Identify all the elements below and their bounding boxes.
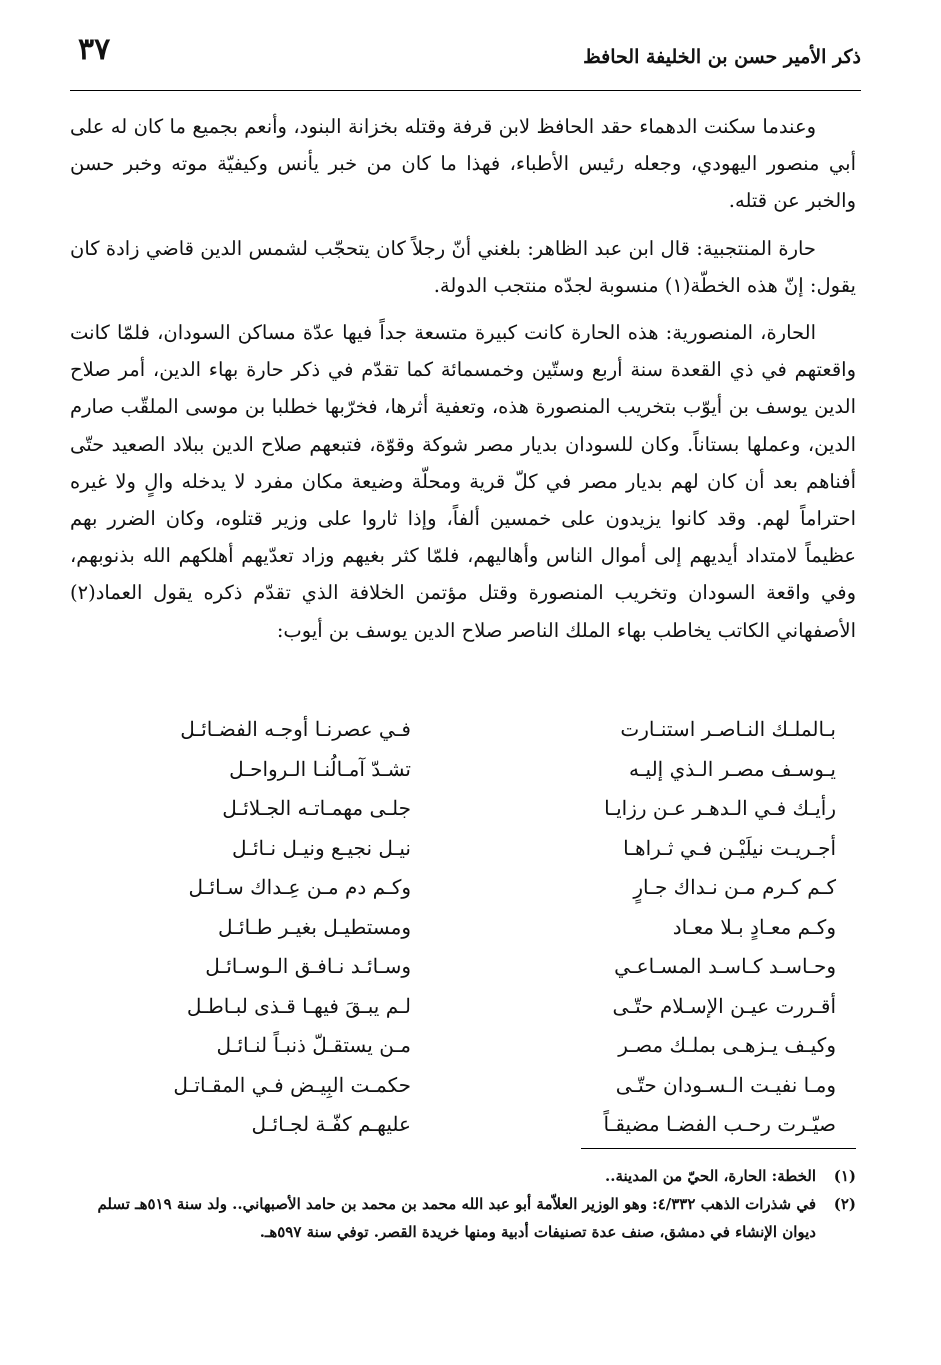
verse-first-hemistich: ومـا نفيـت الـسـودان حتّـى — [615, 1072, 836, 1097]
poem-verse — [70, 1066, 856, 1106]
poem-verse — [70, 947, 856, 987]
footnote-text: في شذرات الذهب ٤/٣٣٢: وهو الوزير العلاّمة أبو عبد الله محمد بن محمد بن حامد الأصبهاني.. ولد سنة ٥١٩هـ تسلم ديوان الإنشاء في دمشق، صنف عدة تصنيفات أدبية ومنها خريدة القصر. توفي سنة ٥٩٧هـ. — [97, 1195, 816, 1241]
verse-second-hemistich: وسـائـد نـافـق الـوسـائـل — [205, 954, 411, 978]
verse-first-hemistich: وكيـف يـزهـى بملـك مصـر — [618, 1033, 836, 1057]
poem-verse — [70, 829, 856, 869]
verse-first-hemistich: وحـاسـد كـاسـد المسـاعـي — [614, 954, 836, 978]
header-rule — [70, 90, 861, 91]
verse-first-hemistich: رأيـك فـي الـدهـر عـن رزايـا — [604, 796, 836, 820]
footnote — [70, 1190, 856, 1246]
poem-verse — [70, 1105, 856, 1145]
verse-second-hemistich: فـي عصرنـا أوجـه الفضـائـل — [180, 717, 411, 741]
verse-first-hemistich: بـالملـك النـاصـر استنـارت — [620, 717, 836, 741]
poem — [70, 710, 856, 1145]
verse-first-hemistich: أقـررت عيـن الإسـلام حتّـى — [612, 993, 836, 1018]
poem-verse — [70, 1026, 856, 1066]
footnote-separator — [581, 1148, 856, 1149]
verse-second-hemistich: عليهـم كفّـة لجـائـل — [251, 1112, 411, 1136]
poem-verse — [70, 710, 856, 750]
verse-second-hemistich: جلـى مهمـاتـه الجـلائـل — [222, 796, 411, 820]
main-text — [70, 108, 856, 659]
verse-second-hemistich: وكـم دم مـن عِـداك سـائـل — [188, 875, 411, 899]
poem-verse — [70, 987, 856, 1027]
verse-second-hemistich: لـم يبـقَ فيهـا قـذى لبـاطـل — [186, 993, 411, 1018]
paragraph: حارة المنتجبية: قال ابن عبد الظاهر: بلغني أنّ رجلاً كان يتحجّب لشمس الدين قاضي زادة كان يقول: إنّ هذه الخطّة(١) منسوبة لجدّه منتجب الدولة. — [70, 236, 856, 297]
page-number: ٣٧ — [78, 32, 111, 67]
verse-first-hemistich: كـم كـرم مـن نـداك جـارٍ — [633, 875, 836, 899]
page-header — [70, 30, 861, 74]
footnote-text: الخطة: الحارة، الحيّ من المدينة.. — [605, 1167, 816, 1185]
poem-verse — [70, 789, 856, 829]
paragraph: وعندما سكنت الدهماء حقد الحافظ لابن قرفة وقتله بخزانة البنود، وأنعم بجميع ما كان له على أبي منصور اليهودي، وجعله رئيس الأطباء، فهذا ما كان من خبر يأنس وكيفيّة موته وخبر حسن والخبر عن قتله. — [70, 115, 856, 213]
poem-verse — [70, 908, 856, 948]
verse-second-hemistich: ومستطيـل بغيـر طـائـل — [218, 914, 411, 939]
verse-first-hemistich: أجـريـت نيلَيْـن فـي ثـراهـا — [623, 835, 836, 860]
poem-verse — [70, 868, 856, 908]
footnote — [70, 1162, 856, 1190]
footnote-mark: (٢) — [833, 1195, 856, 1213]
verse-first-hemistich: يـوسـف مصـر الـذي إليـه — [628, 756, 836, 781]
footnote-mark: (١) — [833, 1167, 856, 1185]
running-title: ذكر الأمير حسن بن الخليفة الحافظ — [583, 46, 861, 68]
verse-second-hemistich: نيـل نجيـع ونيـل نـائـل — [231, 835, 411, 860]
verse-second-hemistich: حكمـت البِيـض فـي المقـاتـل — [173, 1072, 411, 1097]
verse-first-hemistich: صيّـرت رحـب الفضـا مضيقـاً — [603, 1112, 836, 1136]
verse-second-hemistich: تشـدّ آمـالُنـا الـرواحـل — [229, 756, 411, 781]
poem-verse — [70, 750, 856, 790]
verse-first-hemistich: وكـم معـادٍ بـلا معـاد — [672, 914, 836, 939]
footnotes — [70, 1162, 856, 1246]
paragraph: الحارة، المنصورية: هذه الحارة كانت كبيرة متسعة جداً فيها عدّة مساكن السودان، فلمّا كانت واقعتهم في ذي القعدة سنة أربع وستّين وخمسمائة كما تقدّم في ذكر حارة بهاء الدين، أمر صلاح الدين يوسف بن أيوّب بتخريب المنصورة هذه، وتعفية أثرها، فخرّبها خطلبا بن موسى الملقّب صارم الدين، وعملها بستاناً. وكان للسودان بديار مصر شوكة وقوّة، فتبعهم صلاح الدين ببلاد الصعيد حتّى أفناهم بعد أن كان لهم بديار مصر في كلّ قرية ومحلّة وضيعة مكان مفرد لا يدخله والٍ ولا غيره احتراماً لهم. وقد كانوا يزيدون على خمسين ألفاً، وإذا ثاروا على وزير قتلوه، وكان الضرر بهم عظيماً لامتداد أيديهم إلى أموال الناس وأهاليهم، فلمّا كثر بغيهم وزاد تعدّيهم أهلكهم الله بذنوبهم، وفي واقعة السودان وتخريب المنصورة وقتل مؤتمن الخلافة الذي تقدّم ذكره يقول العماد(٢) الأصفهاني الكاتب يخاطب بهاء الملك الناصر صلاح الدين يوسف بن أيوب: — [70, 321, 856, 642]
verse-second-hemistich: مـن يستقـلّ ذنبـاً لنـائـل — [216, 1033, 411, 1057]
